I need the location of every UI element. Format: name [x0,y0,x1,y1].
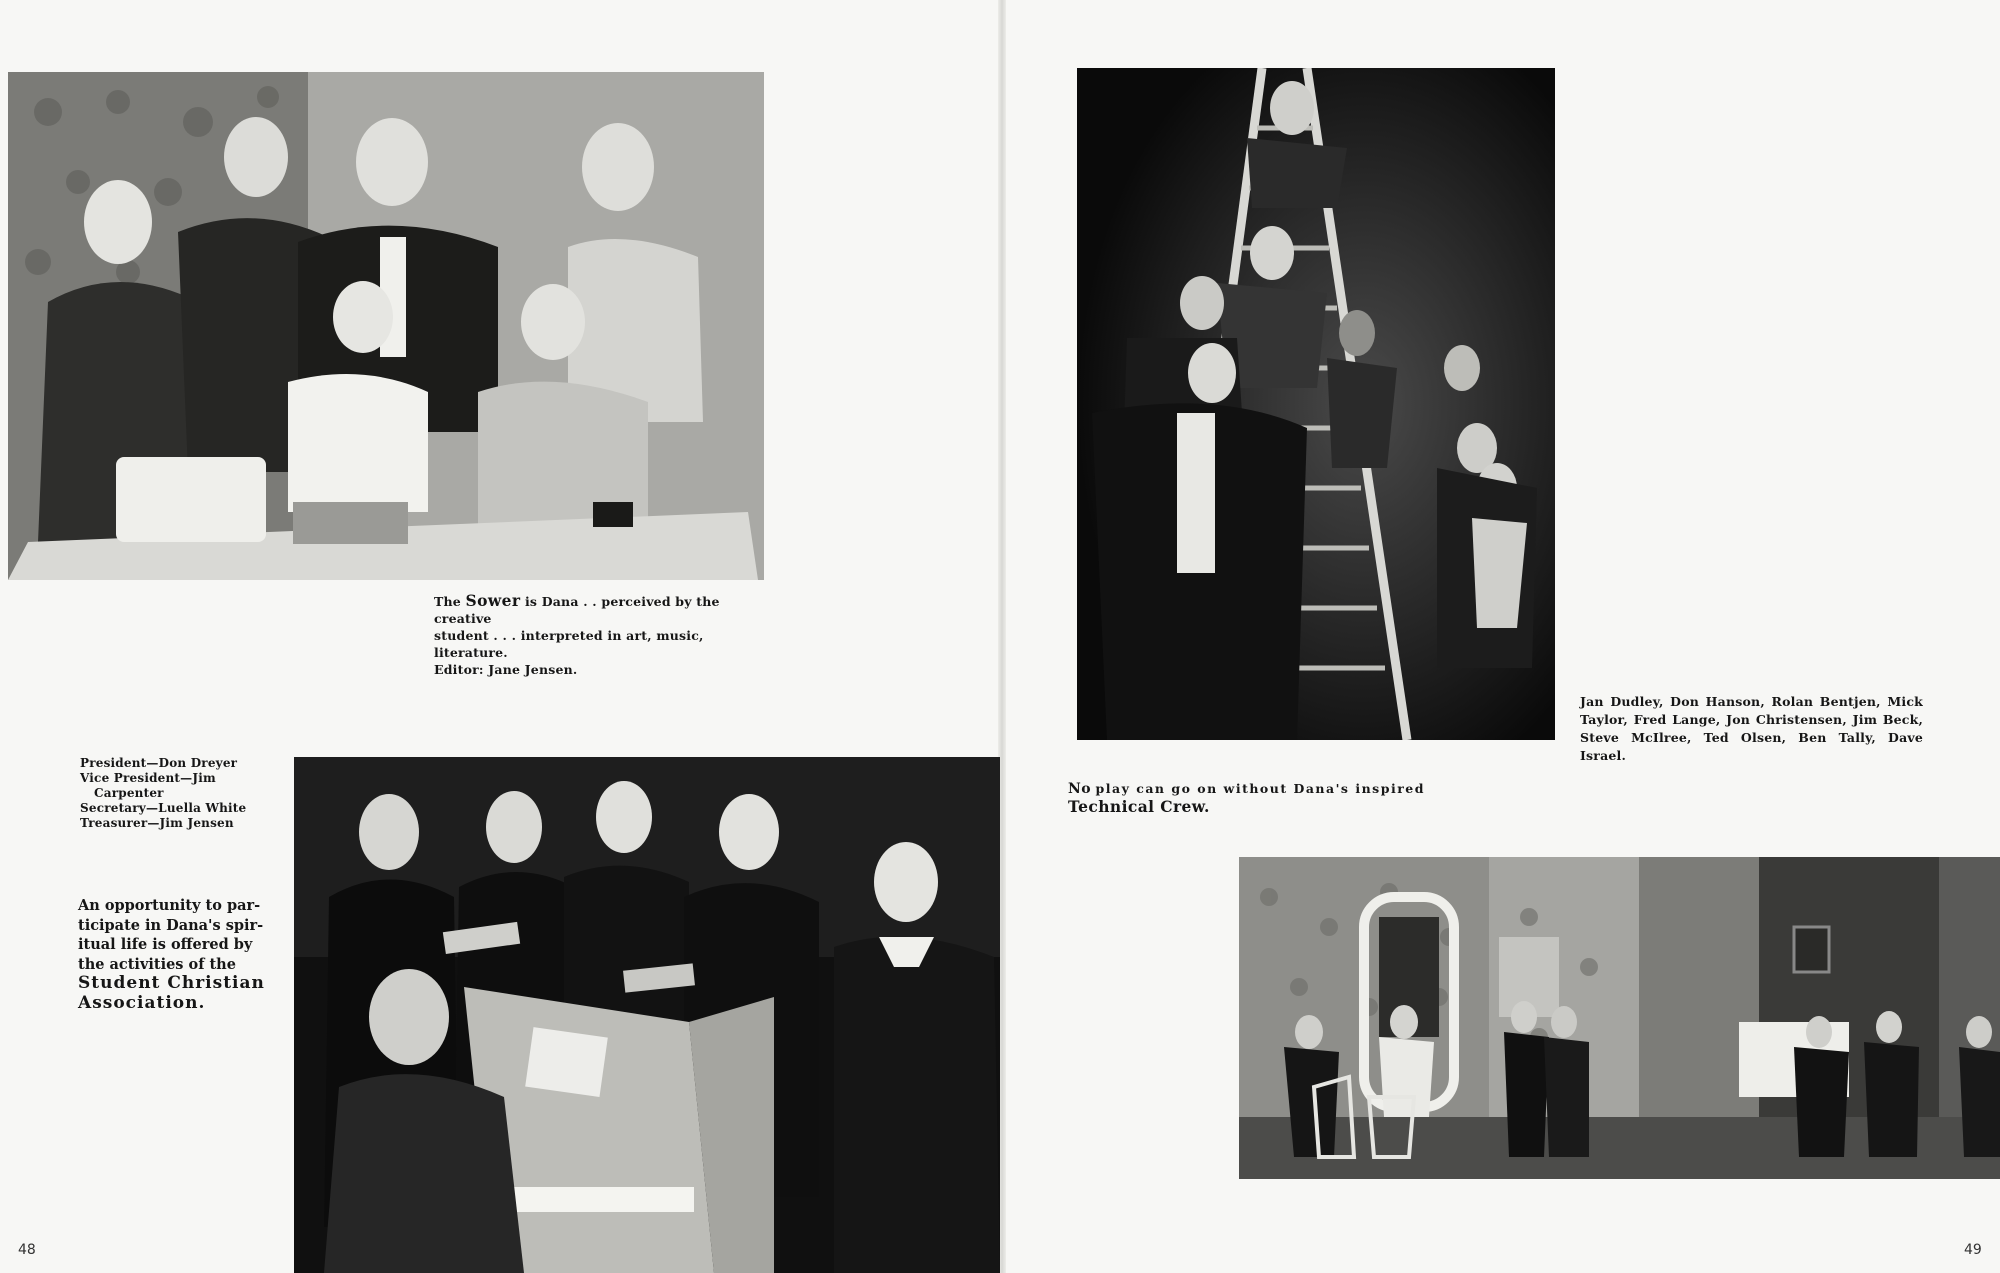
sower-caption [434,592,774,678]
crew-caption-title: Technical Crew. [1068,797,1210,816]
crew-caption [1068,780,1428,816]
officer-treasurer: Treasurer—Jim Jensen [80,816,234,830]
officer-vice-president-cont: Carpenter [94,786,164,800]
sower-caption-line3: Editor: Jane Jensen. [434,662,578,677]
sca-blurb-title2: Association. [78,992,206,1013]
sca-blurb-line1: An opportunity to par- [78,897,261,914]
sower-caption-prefix: The [434,594,461,609]
photo-stage-set [1239,857,2000,1179]
sower-caption-title: Sower [465,591,521,610]
sower-caption-line1: is Dana . . perceived by the creative [434,594,720,626]
photo-sca-piano [294,757,1000,1273]
sca-blurb-line2: ticipate in Dana's spir- [78,916,264,934]
officer-president: President—Don Dreyer [80,756,238,770]
sca-blurb-line4: the activities of the [78,955,236,973]
photo-sower-staff [8,72,764,580]
crew-names-caption [1580,693,1923,765]
officer-secretary: Secretary—Luella White [80,801,247,815]
page-number-right: 49 [1964,1242,1982,1258]
sca-blurb-title1: Student Christian [78,973,265,993]
sca-blurb-line3: itual life is offered by [78,936,253,953]
crew-names-line3: Steve McIlree, Ted Olsen, Ben Tally, Dave Israel. [1580,730,1923,763]
sca-blurb [78,896,276,1013]
crew-caption-start: No [1068,781,1091,797]
crew-names-line2: Taylor, Fred Lange, Jon Christensen, Jim Beck, [1580,712,1923,727]
officers-list [80,756,280,831]
photo-technical-crew-ladder [1077,68,1555,740]
crew-caption-text: play can go on without Dana's inspired [1095,781,1425,796]
officer-vice-president: Vice President—Jim [80,771,216,785]
page-number-left: 48 [18,1242,36,1258]
crew-names-line1: Jan Dudley, Don Hanson, Rolan Bentjen, Mick [1580,694,1923,709]
sower-caption-line2: student . . . interpreted in art, music, literature. [434,628,704,660]
